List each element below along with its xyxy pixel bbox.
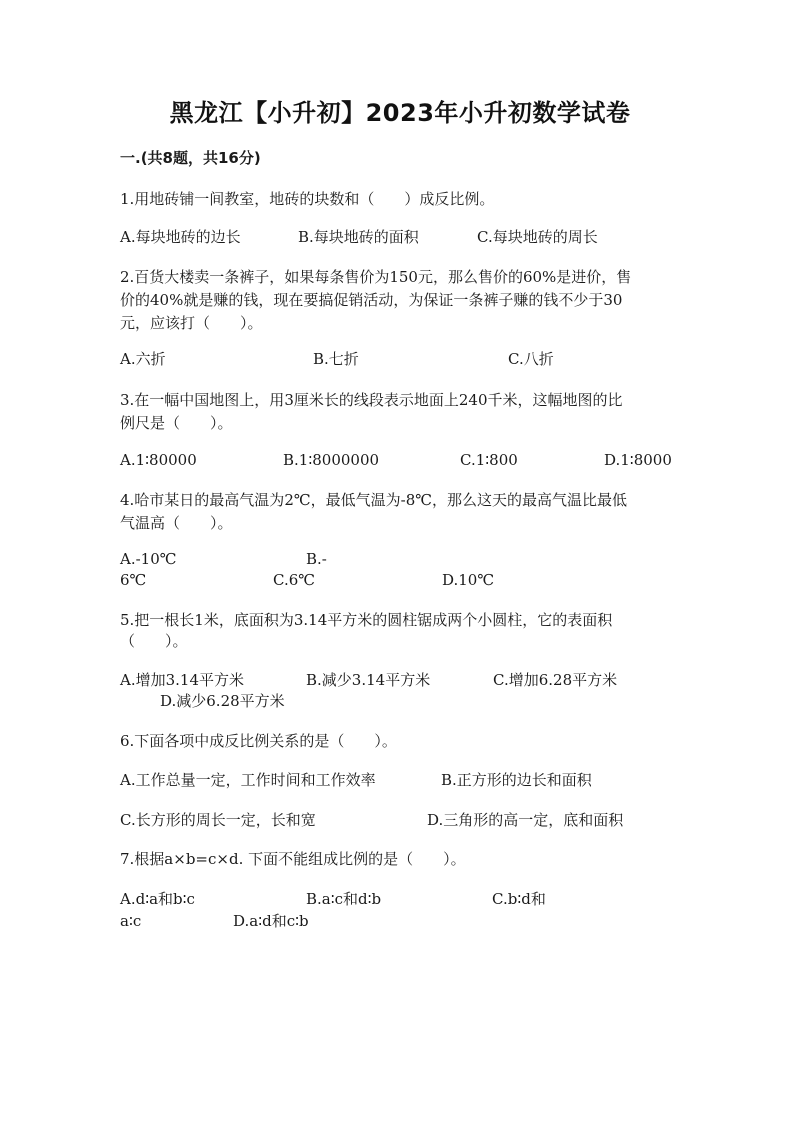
question-3-option-d: D.1∶8000 xyxy=(604,451,672,469)
question-4-option-b-end: 6℃ xyxy=(120,571,147,589)
question-3-option-a: A.1∶80000 xyxy=(120,451,197,469)
question-1-option-b: B.每块地砖的面积 xyxy=(298,228,419,246)
question-1-option-c: C.每块地砖的周长 xyxy=(477,228,598,246)
question-2-text-line-3: 元，应该打（ ）。 xyxy=(120,314,263,332)
question-2-option-c: C.八折 xyxy=(508,350,554,368)
question-1-text: 1.用地砖铺一间教室，地砖的块数和（ ）成反比例。 xyxy=(120,190,495,208)
question-4-text-line-2: 气温高（ ）。 xyxy=(120,514,233,532)
question-3-text-line-2: 例尺是（ ）。 xyxy=(120,414,233,432)
question-2-option-a: A.六折 xyxy=(120,350,166,368)
question-2-text-line-2: 价的40%就是赚的钱，现在要搞促销活动，为保证一条裤子赚的钱不少于30 xyxy=(120,291,623,309)
question-7-option-d: D.a∶d和c∶b xyxy=(233,912,309,930)
question-5-option-b: B.减少3.14平方米 xyxy=(306,671,431,689)
question-4-option-c: C.6℃ xyxy=(273,571,316,589)
question-3-text-line-1: 3.在一幅中国地图上，用3厘米长的线段表示地面上240千米，这幅地图的比 xyxy=(120,391,623,409)
question-1-option-a: A.每块地砖的边长 xyxy=(120,228,241,246)
question-6-option-b: B.正方形的边长和面积 xyxy=(441,771,592,789)
question-3-option-c: C.1∶800 xyxy=(460,451,518,469)
question-5-text-line-2: （ ）。 xyxy=(120,632,188,650)
question-5-option-a: A.增加3.14平方米 xyxy=(120,671,244,689)
question-6-option-d: D.三角形的高一定，底和面积 xyxy=(427,811,624,829)
question-4-text-line-1: 4.哈市某日的最高气温为2℃，最低气温为-8℃，那么这天的最高气温比最低 xyxy=(120,491,628,509)
question-6-option-c: C.长方形的周长一定，长和宽 xyxy=(120,811,316,829)
question-3-option-b: B.1∶8000000 xyxy=(283,451,380,469)
question-7-option-a: A.d∶a和b∶c xyxy=(120,890,195,908)
question-7-option-c-end: a∶c xyxy=(120,912,142,930)
page-title: 黑龙江【小升初】2023年小升初数学试卷 xyxy=(169,99,631,127)
question-4-option-d: D.10℃ xyxy=(442,571,495,589)
question-7-text: 7.根据a×b=c×d. 下面不能组成比例的是（ ）。 xyxy=(120,850,466,868)
question-6-option-a: A.工作总量一定，工作时间和工作效率 xyxy=(120,771,376,789)
question-4-option-b-start: B.- xyxy=(306,550,327,568)
question-2-option-b: B.七折 xyxy=(313,350,359,368)
section-heading: 一.(共8题，共16分) xyxy=(120,149,261,167)
question-2-text-line-1: 2.百货大楼卖一条裤子，如果每条售价为150元，那么售价的60%是进价，售 xyxy=(120,268,632,286)
question-7-option-b: B.a∶c和d∶b xyxy=(306,890,382,908)
question-4-option-a: A.-10℃ xyxy=(120,550,177,568)
question-7-option-c-start: C.b∶d和 xyxy=(492,890,546,908)
question-5-option-d: D.减少6.28平方米 xyxy=(160,692,285,710)
question-6-text: 6.下面各项中成反比例关系的是（ ）。 xyxy=(120,732,397,750)
question-5-text-line-1: 5.把一根长1米，底面积为3.14平方米的圆柱锯成两个小圆柱，它的表面积 xyxy=(120,611,613,629)
question-5-option-c: C.增加6.28平方米 xyxy=(493,671,618,689)
